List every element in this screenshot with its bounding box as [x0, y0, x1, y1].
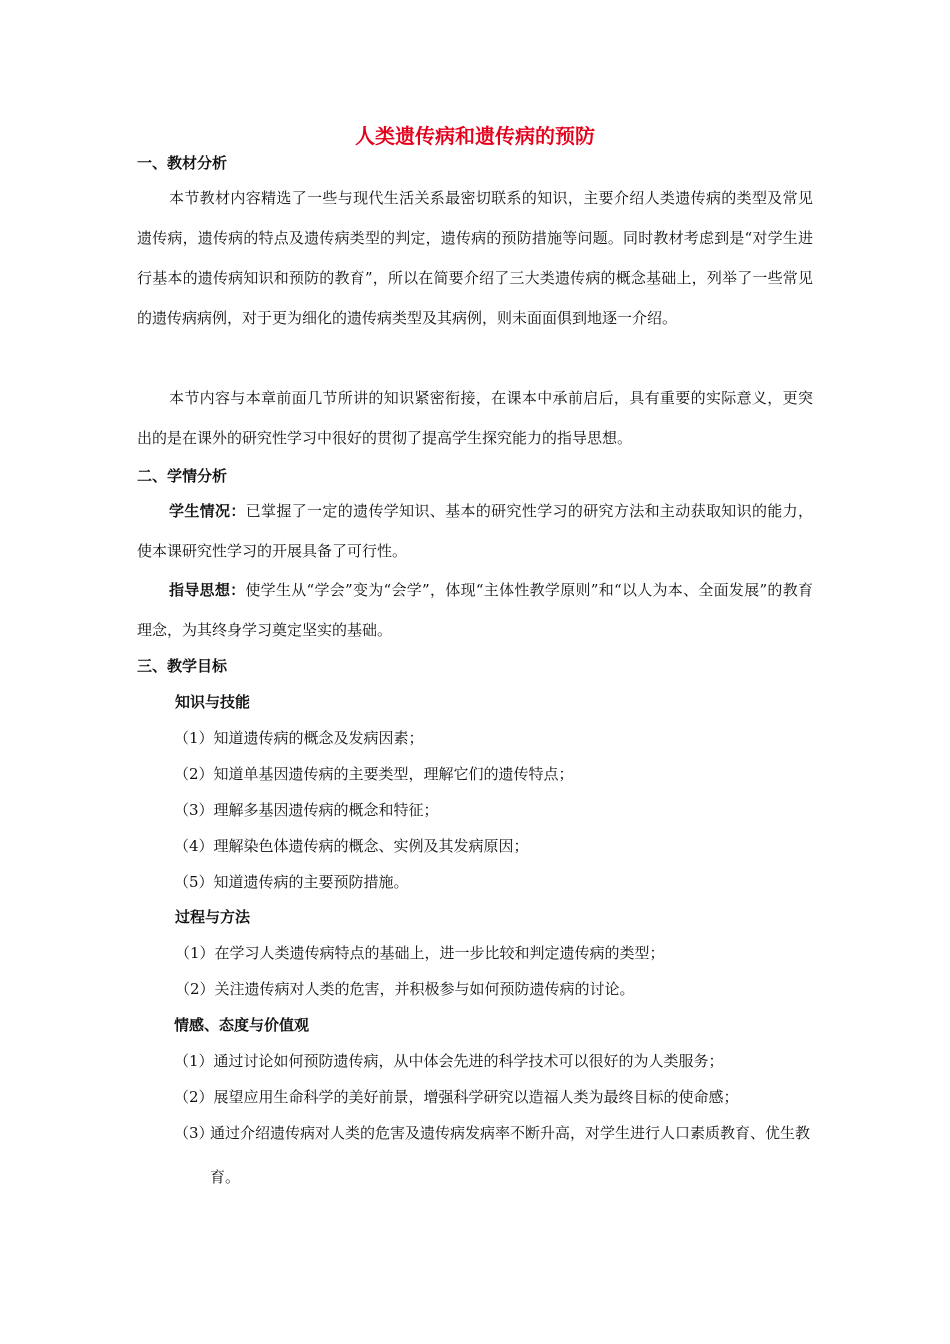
- emotion-item-3: [174, 1111, 814, 1199]
- emotion-item-3-number: （3）: [174, 1124, 214, 1142]
- guiding-idea-lead: 指导思想：: [169, 581, 246, 599]
- guiding-idea-paragraph: [137, 570, 813, 650]
- emotion-item-1: （1）通过讨论如何预防遗传病，从中体会先进的科学技术可以很好的为人类服务；: [174, 1052, 724, 1070]
- subheading-knowledge-skills: 知识与技能: [175, 693, 251, 711]
- textbook-analysis-paragraph-2: 本节内容与本章前面几节所讲的知识紧密衔接，在课本中承前启后，具有重要的实际意义，更突出的是在课外的研究性学习中很好的贯彻了提高学生探究能力的指导思想。: [137, 389, 813, 447]
- knowledge-item-3: （3）理解多基因遗传病的概念和特征；: [174, 801, 439, 819]
- knowledge-item-2: （2）知道单基因遗传病的主要类型，理解它们的遗传特点；: [174, 765, 574, 783]
- section-heading-textbook-analysis: 一、教材分析: [137, 154, 228, 172]
- knowledge-item-4: （4）理解染色体遗传病的概念、实例及其发病原因；: [174, 837, 529, 855]
- emotion-item-2: （2）展望应用生命科学的美好前景，增强科学研究以造福人类为最终目标的使命感；: [174, 1088, 739, 1106]
- process-item-2: （2）关注遗传病对人类的危害，并积极参与如何预防遗传病的讨论。: [175, 980, 635, 998]
- section-heading-teaching-goals: 三、教学目标: [137, 657, 228, 675]
- subheading-process-method: 过程与方法: [175, 908, 251, 926]
- textbook-analysis-paragraph-1: 本节教材内容精选了一些与现代生活关系最密切联系的知识，主要介绍人类遗传病的类型及常见遗传病，遗传病的特点及遗传病类型的判定，遗传病的预防措施等问题。同时教材考虑到是“对学生进行基本的遗传病知识和预防的教育”，所以在简要介绍了三大类遗传病的概念基础上，列举了一些常见的遗传病病例，对于更为细化的遗传病类型及其病例，则未面面俱到地逐一介绍。: [137, 189, 813, 327]
- subheading-emotion-values: 情感、态度与价值观: [174, 1016, 310, 1034]
- student-situation-text: 已掌握了一定的遗传学知识、基本的研究性学习的研究方法和主动获取知识的能力，使本课研究性学习的开展具备了可行性。: [137, 502, 813, 560]
- emotion-item-3-text: 通过介绍遗传病对人类的危害及遗传病发病率不断升高，对学生进行人口素质教育、优生教育。: [210, 1124, 811, 1186]
- student-situation-paragraph: [137, 491, 813, 571]
- student-situation-lead: 学生情况：: [169, 502, 246, 520]
- section-heading-student-analysis: 二、学情分析: [137, 467, 228, 485]
- guiding-idea-text: 使学生从“学会”变为“会学”，体现“主体性教学原则”和“以人为本、全面发展”的教育理念，为其终身学习奠定坚实的基础。: [137, 581, 813, 639]
- knowledge-item-1: （1）知道遗传病的概念及发病因素；: [174, 729, 424, 747]
- document-title: 人类遗传病和遗传病的预防: [355, 124, 595, 148]
- knowledge-item-5: （5）知道遗传病的主要预防措施。: [174, 873, 409, 891]
- process-item-1: （1）在学习人类遗传病特点的基础上，进一步比较和判定遗传病的类型；: [175, 944, 665, 962]
